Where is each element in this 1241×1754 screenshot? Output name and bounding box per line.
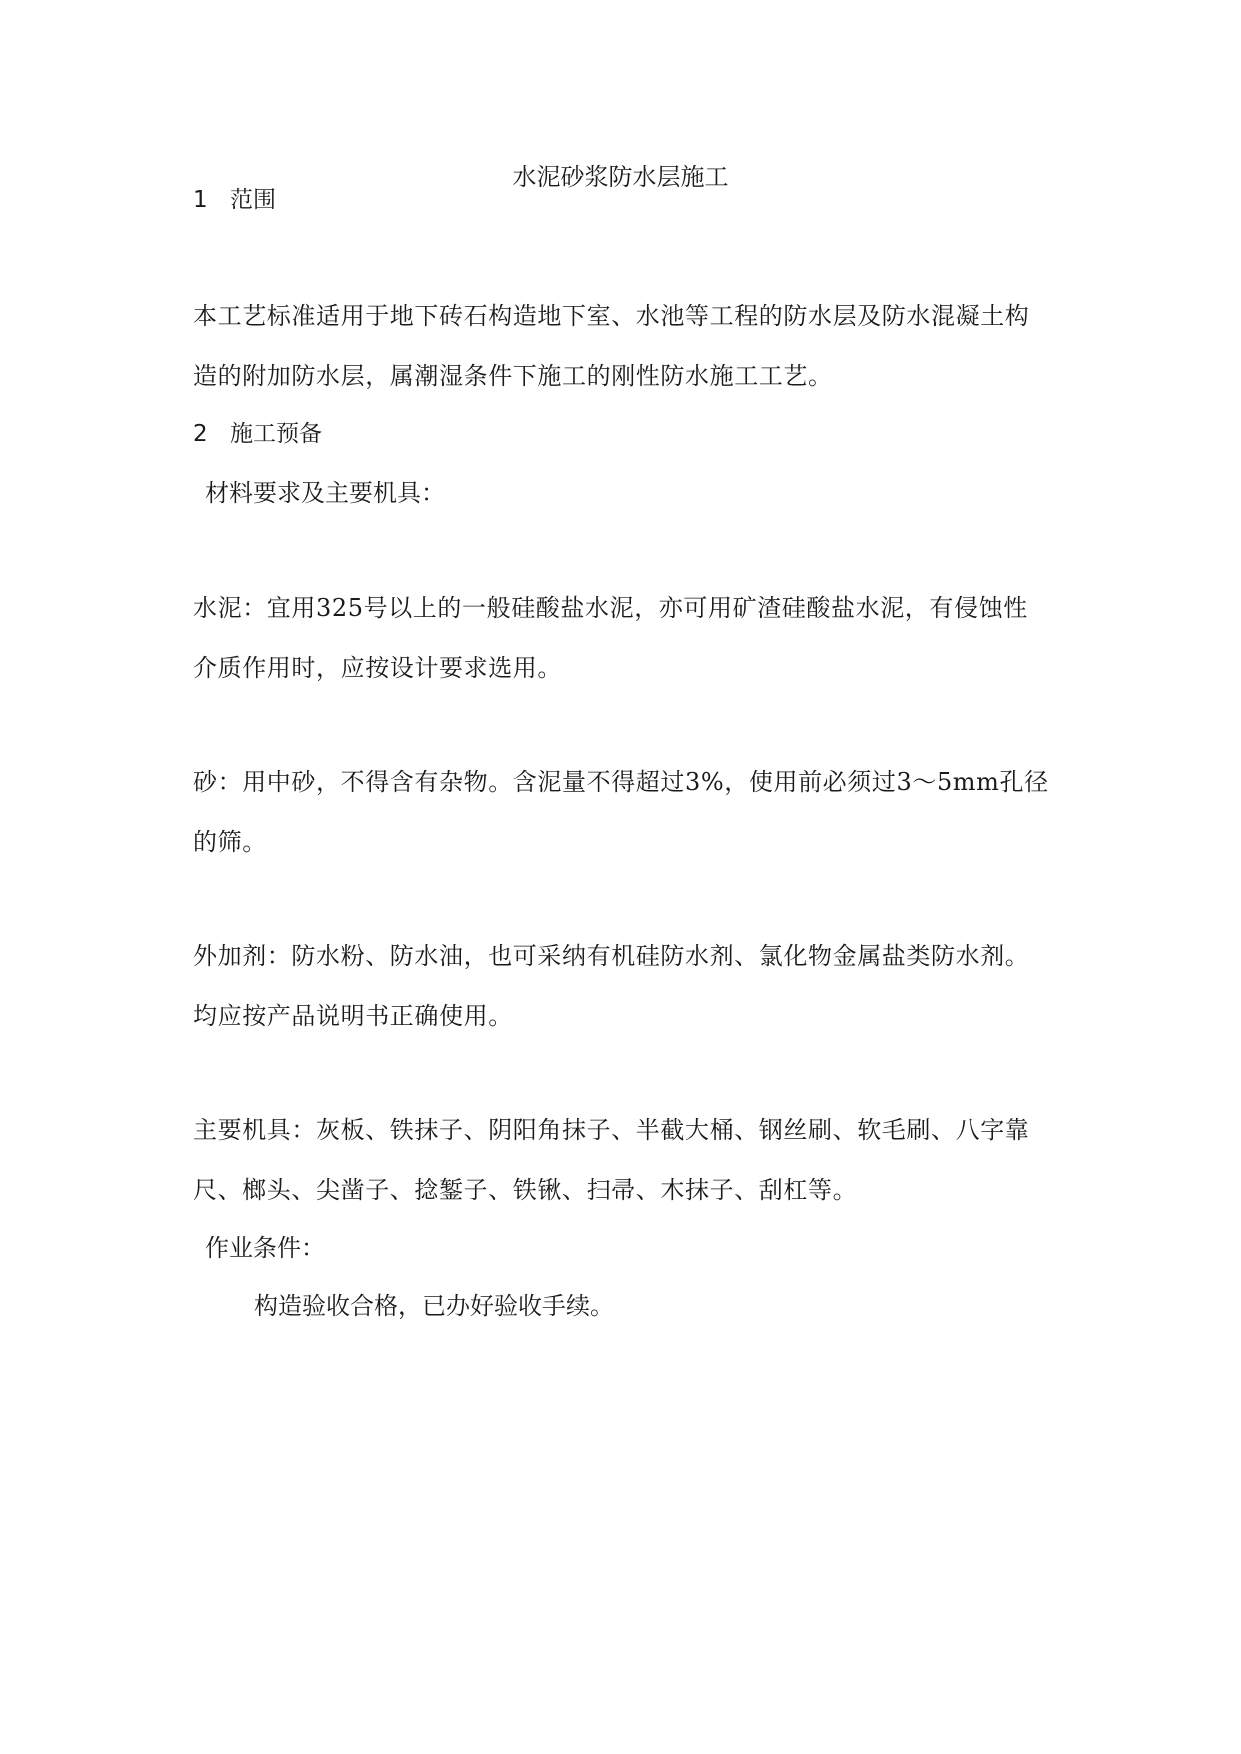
materials-subheading: 材料要求及主要机具：	[205, 479, 445, 507]
tools-paragraph-line: 尺、榔头、尖凿子、捻錾子、铁锹、扫帚、木抹子、刮杠等。	[193, 1176, 858, 1204]
tools-paragraph-line: 主要机具：灰板、铁抹子、阴阳角抹子、半截大桶、钢丝刷、软毛刷、八字靠	[193, 1116, 1030, 1144]
section-2-heading	[193, 419, 322, 449]
section-1-title: 范围	[230, 187, 276, 213]
scope-paragraph-line: 造的附加防水层，属潮湿条件下施工的刚性防水施工工艺。	[193, 362, 833, 390]
section-2-title: 施工预备	[230, 421, 322, 447]
additive-paragraph-line: 外加剂：防水粉、防水油，也可采纳有机硅防水剂、氯化物金属盐类防水剂。	[193, 942, 1030, 970]
section-1-heading	[193, 185, 276, 215]
cement-paragraph-line: 水泥：宜用325号以上的一般硅酸盐水泥，亦可用矿渣硅酸盐水泥，有侵蚀性	[193, 594, 1028, 622]
scope-paragraph-line: 本工艺标准适用于地下砖石构造地下室、水池等工程的防水层及防水混凝土构	[193, 302, 1030, 330]
sand-paragraph-line: 砂：用中砂，不得含有杂物。含泥量不得超过3%，使用前必须过3～5mm孔径	[193, 768, 1049, 796]
section-2-number: 2	[193, 421, 208, 447]
document-title: 水泥砂浆防水层施工	[512, 163, 729, 191]
additive-paragraph-line: 均应按产品说明书正确使用。	[193, 1002, 513, 1030]
section-1-number: 1	[193, 187, 208, 213]
cement-paragraph-line: 介质作用时，应按设计要求选用。	[193, 654, 562, 682]
conditions-subheading: 作业条件：	[205, 1234, 325, 1262]
sand-paragraph-line: 的筛。	[193, 828, 267, 856]
conditions-item: 构造验收合格，已办好验收手续。	[254, 1292, 614, 1320]
